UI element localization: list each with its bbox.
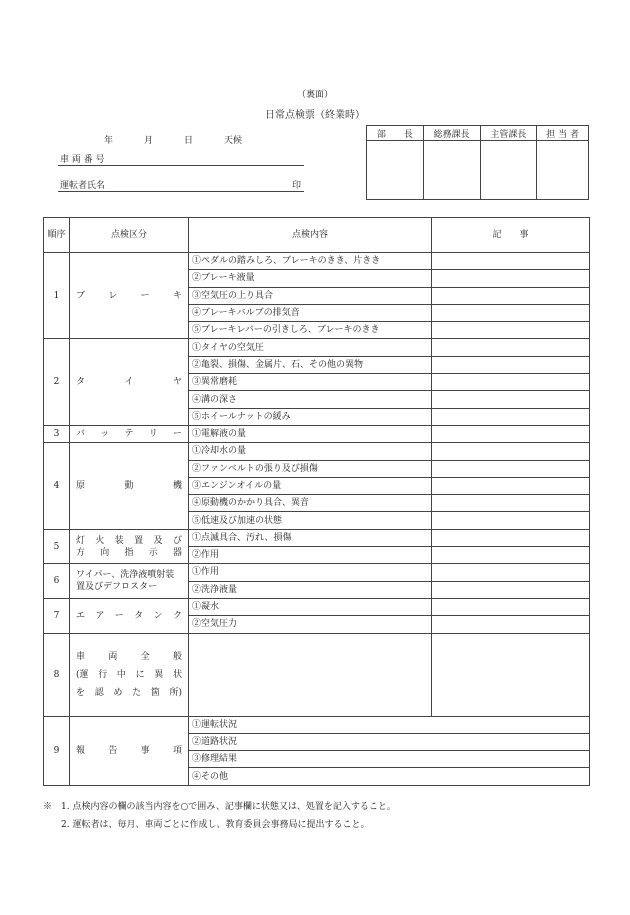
section-category: [70, 633, 189, 716]
category-char: 指: [124, 547, 134, 558]
section-number: 2: [44, 339, 70, 425]
approval-stamp-box-2[interactable]: [480, 141, 537, 200]
section-number: 5: [44, 529, 70, 564]
inspection-item[interactable]: ②道路状況: [189, 733, 590, 750]
inspection-item[interactable]: ③修理結果: [189, 751, 590, 768]
remarks-cell[interactable]: [432, 443, 590, 460]
category-label: [76, 376, 182, 388]
category-char: 両: [108, 651, 118, 662]
remarks-cell[interactable]: [432, 322, 590, 339]
category-char: に: [135, 669, 145, 680]
category-char: 器: [172, 547, 182, 558]
remarks-cell[interactable]: [432, 477, 590, 494]
category-char: タ: [76, 377, 86, 388]
inspection-item[interactable]: ⑤低速及び加速の状態: [189, 512, 432, 529]
inspection-item[interactable]: ②ブレーキ液量: [189, 270, 432, 287]
approval-header-2: 主管課長: [480, 126, 537, 141]
table-row: [44, 564, 590, 581]
header-content: 点検内容: [189, 218, 432, 253]
remarks-cell[interactable]: [432, 356, 590, 373]
category-char: 及: [153, 535, 163, 546]
remarks-cell[interactable]: [432, 304, 590, 321]
form-title: 日常点検票（終業時）: [265, 110, 365, 121]
category-char: 認: [94, 687, 104, 698]
category-label: [76, 428, 182, 440]
section-number: 6: [44, 564, 70, 599]
category-char: 機: [172, 481, 182, 491]
category-char: テ: [124, 429, 134, 440]
category-char: ア: [95, 610, 105, 621]
remarks-cell[interactable]: [432, 425, 590, 442]
category-char: ー: [172, 429, 182, 440]
inspection-item[interactable]: ③エンジンオイルの量: [189, 477, 432, 494]
inspection-item[interactable]: ⑤ブレーキレバーの引きしろ、ブレーキのきき: [189, 322, 432, 339]
category-char: ー: [114, 610, 124, 621]
table-row: [44, 425, 590, 442]
inspection-item[interactable]: ①ペダルの踏みしろ、ブレーキのきき、片きき: [189, 253, 432, 270]
section-number: 9: [44, 716, 70, 785]
category-char: 項: [172, 745, 182, 756]
category-char: タ: [134, 610, 144, 621]
remarks-cell[interactable]: [432, 529, 590, 546]
inspection-item[interactable]: ②作用: [189, 547, 432, 564]
table-header-row: [44, 218, 590, 253]
category-char: 装: [114, 535, 124, 546]
category-label: [76, 610, 182, 622]
category-char: ワイパー、洗浄液噴射装: [76, 570, 175, 581]
inspection-item[interactable]: ④ブレーキバルブの排気音: [189, 304, 432, 321]
approval-stamp-box-0[interactable]: [367, 141, 424, 200]
category-label-line: [76, 569, 182, 581]
section-category: [70, 716, 189, 785]
category-char: を: [76, 687, 86, 698]
category-char: (運: [76, 669, 89, 680]
inspection-item[interactable]: ②亀裂、損傷、金属片、石、その他の異物: [189, 356, 432, 373]
inspection-item[interactable]: ①電解液の量: [189, 425, 432, 442]
inspection-item[interactable]: ②洗浄液量: [189, 581, 432, 598]
weather-label: 天候: [224, 136, 243, 146]
seal-mark: 印: [292, 181, 302, 191]
remarks-cell[interactable]: [432, 408, 590, 425]
category-label: [76, 290, 182, 302]
category-label-line: [76, 648, 182, 666]
approval-stamp-table: [366, 125, 589, 200]
category-label: [76, 745, 182, 757]
remarks-cell[interactable]: [432, 598, 590, 615]
category-char: エ: [76, 610, 86, 621]
driver-name-field[interactable]: [58, 191, 304, 192]
category-char: 向: [100, 547, 110, 558]
category-char: 異: [154, 669, 164, 680]
table-row: [44, 253, 590, 270]
category-char: 置: [134, 535, 144, 546]
remarks-cell[interactable]: [432, 633, 590, 716]
category-char: ク: [172, 610, 182, 621]
category-char: 般: [172, 651, 182, 662]
remarks-cell[interactable]: [432, 564, 590, 581]
category-label-line: [76, 666, 182, 684]
category-char: 箇: [150, 687, 160, 698]
remarks-cell[interactable]: [432, 512, 590, 529]
approval-header-1: 総務課長: [423, 126, 480, 141]
inspection-item[interactable]: ②ファンベルトの張り及び損傷: [189, 460, 432, 477]
section-number: 8: [44, 633, 70, 716]
month-label: 月: [144, 136, 154, 146]
inspection-item[interactable]: ⑤ホイールナットの緩み: [189, 408, 432, 425]
inspection-item[interactable]: ④原動機のかかり具合、異音: [189, 495, 432, 512]
category-char: ン: [153, 610, 163, 621]
category-label-line: [76, 547, 182, 559]
category-char: 動: [124, 481, 134, 491]
inspection-item[interactable]: ①タイヤの空気圧: [189, 339, 432, 356]
category-label-line: [76, 684, 182, 702]
category-char: 報: [76, 745, 86, 756]
remarks-cell[interactable]: [432, 547, 590, 564]
vehicle-number-field[interactable]: [58, 165, 304, 166]
remarks-cell[interactable]: [432, 287, 590, 304]
table-row: [44, 598, 590, 615]
category-char: 告: [108, 745, 118, 756]
category-char: び: [172, 535, 182, 546]
category-char: 中: [116, 669, 126, 680]
category-char: 行: [98, 669, 108, 680]
category-char: 全: [140, 651, 150, 662]
approval-stamp-box-3[interactable]: [537, 141, 589, 200]
year-label: 年: [104, 136, 114, 146]
remarks-cell[interactable]: [432, 270, 590, 287]
section-category: [70, 339, 189, 425]
inspection-item-blank[interactable]: [189, 633, 432, 716]
category-char: 所): [169, 687, 182, 698]
table-row: [44, 716, 590, 733]
footnotes: [43, 798, 396, 834]
category-label-line: [76, 535, 182, 547]
footnote-1: ※ 1. 点検内容の欄の該当内容を○で囲み、記事欄に状態又は、処置を記入すること。: [43, 802, 396, 812]
approval-header-0: 部 長: [367, 126, 424, 141]
category-char: 灯: [76, 535, 86, 546]
inspection-item[interactable]: ④その他: [189, 768, 590, 785]
inspection-item[interactable]: ③空気圧の上り具合: [189, 287, 432, 304]
category-char: レ: [108, 290, 118, 301]
category-label-line: [76, 581, 182, 593]
section-number: 7: [44, 598, 70, 633]
category-char: バ: [76, 429, 86, 440]
category-char: 置及びデフロスター: [76, 582, 158, 593]
section-number: 3: [44, 425, 70, 442]
category-char: 方: [76, 547, 86, 558]
category-char: ヤ: [172, 377, 182, 388]
inspection-item[interactable]: ①作用: [189, 564, 432, 581]
day-label: 日: [184, 136, 194, 146]
category-char: め: [113, 687, 123, 698]
remarks-cell[interactable]: [432, 339, 590, 356]
inspection-item[interactable]: ①点滅具合、汚れ、損傷: [189, 529, 432, 546]
category-char: 火: [95, 535, 105, 546]
footnote-2: 2. 運転者は、毎月、車両ごとに作成し、教育委員会事務局に提出すること。: [43, 820, 370, 830]
header-category: 点検区分: [70, 218, 189, 253]
inspection-item[interactable]: ③異常磨耗: [189, 374, 432, 391]
section-category: [70, 529, 189, 564]
driver-name-label: 運転者氏名: [60, 181, 106, 191]
header-remarks: 記 事: [432, 218, 590, 253]
section-category: [70, 443, 189, 529]
section-category: [70, 425, 189, 442]
header-order: 順序: [44, 218, 70, 253]
inspection-item[interactable]: ①凝水: [189, 598, 432, 615]
category-char: 原: [76, 481, 86, 491]
vehicle-number-label: 車 両 番 号: [60, 155, 105, 165]
section-number: 1: [44, 253, 70, 339]
approval-header-3: 担 当 者: [537, 126, 589, 141]
remarks-cell[interactable]: [432, 495, 590, 512]
remarks-cell[interactable]: [432, 391, 590, 408]
section-number: 4: [44, 443, 70, 529]
remarks-cell[interactable]: [432, 374, 590, 391]
category-char: リ: [148, 429, 158, 440]
section-category: [70, 598, 189, 633]
table-row: [44, 633, 590, 716]
category-char: ー: [140, 290, 150, 301]
remarks-cell[interactable]: [432, 253, 590, 270]
remarks-cell[interactable]: [432, 460, 590, 477]
category-char: 示: [148, 547, 158, 558]
category-char: ッ: [100, 429, 110, 440]
inspection-item[interactable]: ②空気圧力: [189, 616, 432, 633]
category-char: 事: [140, 745, 150, 756]
category-char: イ: [124, 377, 134, 388]
section-category: [70, 253, 189, 339]
table-row: [44, 443, 590, 460]
inspection-table: [43, 217, 590, 786]
category-char: ブ: [76, 290, 86, 301]
inspection-item[interactable]: ①冷却水の量: [189, 443, 432, 460]
category-char: 車: [76, 651, 86, 662]
inspection-item[interactable]: ④溝の深さ: [189, 391, 432, 408]
form-subtitle: （裏面）: [296, 90, 333, 100]
section-category: [70, 564, 189, 599]
remarks-cell[interactable]: [432, 581, 590, 598]
category-char: 状: [172, 669, 182, 680]
inspection-item[interactable]: ①運転状況: [189, 716, 590, 733]
category-char: キ: [172, 290, 182, 301]
table-row: [44, 529, 590, 546]
approval-stamp-box-1[interactable]: [423, 141, 480, 200]
remarks-cell[interactable]: [432, 616, 590, 633]
category-char: た: [132, 687, 142, 698]
table-row: [44, 339, 590, 356]
category-label: [76, 480, 182, 492]
